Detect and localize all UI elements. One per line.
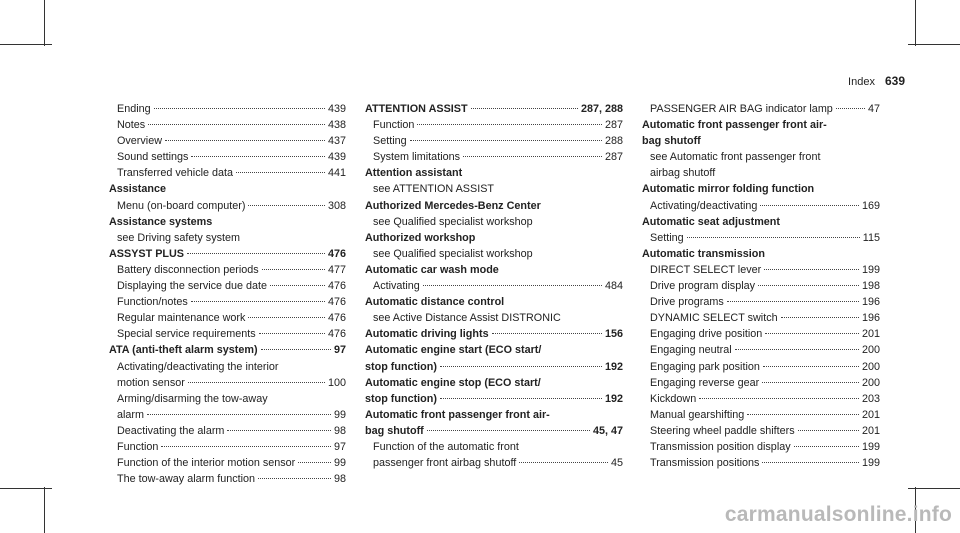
entry-text: Arming/disarming the tow-away xyxy=(117,392,268,405)
entry-text: Activating xyxy=(373,280,420,293)
index-heading xyxy=(365,165,623,181)
index-column-2 xyxy=(365,101,623,471)
index-heading xyxy=(365,359,623,375)
entry-text: passenger front airbag shutoff xyxy=(373,457,517,470)
page-ref[interactable]: 288 xyxy=(604,135,623,148)
dot-leader xyxy=(492,333,602,334)
entry-text: Manual gearshifting xyxy=(650,408,745,421)
entry-text: Activating/deactivating the interior xyxy=(117,360,279,373)
entry-text: Authorized Mercedes-Benz Center xyxy=(365,199,541,212)
page-ref[interactable]: 476 xyxy=(327,312,346,325)
index-entry xyxy=(642,198,880,214)
index-heading xyxy=(642,181,880,197)
index-heading xyxy=(365,375,623,391)
entry-text: Automatic front passenger front air- xyxy=(642,119,827,132)
entry-text: Automatic mirror folding function xyxy=(642,183,815,196)
page-ref[interactable]: 192 xyxy=(604,360,623,373)
dot-leader xyxy=(762,462,859,463)
page-ref[interactable]: 200 xyxy=(861,360,880,373)
entry-text: Authorized workshop xyxy=(365,231,476,244)
entry-text: ATTENTION ASSIST xyxy=(365,103,468,115)
crop-mark xyxy=(44,0,45,46)
entry-text: DYNAMIC SELECT switch xyxy=(650,312,778,325)
index-heading xyxy=(365,342,623,358)
entry-text: Attention assistant xyxy=(365,167,463,180)
page-ref[interactable]: 196 xyxy=(861,296,880,309)
index-entry xyxy=(109,423,346,439)
entry-text: Automatic engine start (ECO start/ xyxy=(365,344,542,357)
index-heading xyxy=(642,246,880,262)
page-ref[interactable]: 99 xyxy=(333,457,346,470)
dot-leader xyxy=(519,462,608,463)
page-ref[interactable]: 477 xyxy=(327,263,346,276)
dot-leader xyxy=(758,285,859,286)
entry-text: Notes xyxy=(117,119,146,132)
dot-leader xyxy=(781,317,859,318)
dot-leader xyxy=(794,446,859,447)
page-header xyxy=(848,74,905,88)
entry-text: Sound settings xyxy=(117,151,189,164)
index-entry xyxy=(642,326,880,342)
entry-text: stop function) xyxy=(365,392,437,405)
entry-text: see Driving safety system xyxy=(117,231,241,244)
page-ref[interactable]: 439 xyxy=(327,151,346,164)
page-ref[interactable]: 476 xyxy=(327,328,346,341)
entry-text: Transferred vehicle data xyxy=(117,167,234,180)
index-label: Index xyxy=(848,76,875,88)
page-ref[interactable]: 476 xyxy=(327,247,346,260)
dot-leader xyxy=(765,333,859,334)
dot-leader xyxy=(764,269,859,270)
entry-text: Assistance systems xyxy=(109,215,213,228)
index-entry xyxy=(642,359,880,375)
crop-mark xyxy=(908,44,960,45)
index-entry xyxy=(109,471,346,487)
dot-leader xyxy=(236,172,325,173)
entry-text: see Qualified specialist workshop xyxy=(373,215,533,228)
entry-text: see Active Distance Assist DISTRONIC xyxy=(373,312,561,325)
index-heading xyxy=(365,198,623,214)
dot-leader xyxy=(763,366,859,367)
index-heading xyxy=(109,342,346,358)
entry-text: System limitations xyxy=(373,151,460,164)
dot-leader xyxy=(440,398,602,399)
entry-text: Deactivating the alarm xyxy=(117,424,225,437)
dot-leader xyxy=(463,156,602,157)
page-ref[interactable]: 199 xyxy=(861,457,880,470)
page-ref[interactable]: 201 xyxy=(861,424,880,437)
index-heading xyxy=(642,133,880,149)
dot-leader xyxy=(161,446,331,447)
entry-text: The tow-away alarm function xyxy=(117,473,256,486)
dot-leader xyxy=(191,301,325,302)
page-ref[interactable]: 199 xyxy=(861,263,880,276)
crop-mark xyxy=(908,488,960,489)
page-ref[interactable]: 100 xyxy=(327,376,346,389)
dot-leader xyxy=(148,124,325,125)
entry-text: Automatic distance control xyxy=(365,296,505,309)
entry-text: see ATTENTION ASSIST xyxy=(373,183,494,196)
index-entry xyxy=(642,455,880,471)
dot-leader xyxy=(798,430,859,431)
dot-leader xyxy=(188,382,325,383)
index-heading xyxy=(642,117,880,133)
index-entry xyxy=(109,407,346,423)
page-ref[interactable]: 201 xyxy=(861,328,880,341)
entry-text: Function xyxy=(373,119,415,132)
index-entry xyxy=(109,294,346,310)
index-heading xyxy=(109,246,346,262)
page-number: 639 xyxy=(884,74,905,88)
entry-text: Automatic driving lights xyxy=(365,328,489,341)
entry-text: Kickdown xyxy=(650,392,697,405)
index-entry xyxy=(109,165,346,181)
page-ref[interactable]: 308 xyxy=(327,199,346,212)
index-heading xyxy=(109,214,346,230)
dot-leader xyxy=(727,301,859,302)
index-entry xyxy=(109,375,346,391)
index-entry xyxy=(109,198,346,214)
dot-leader xyxy=(440,366,602,367)
page-ref[interactable]: 98 xyxy=(333,424,346,437)
entry-text: Engaging neutral xyxy=(650,344,732,357)
index-entry xyxy=(642,342,880,358)
page-ref[interactable]: 192 xyxy=(604,392,623,405)
page-ref[interactable]: 484 xyxy=(604,280,623,293)
dot-leader xyxy=(191,156,325,157)
page-ref[interactable]: 203 xyxy=(861,392,880,405)
dot-leader xyxy=(423,285,602,286)
entry-text: Ending xyxy=(117,103,151,115)
page-ref[interactable]: 47 xyxy=(867,103,880,115)
page-ref[interactable]: 200 xyxy=(861,344,880,357)
dot-leader xyxy=(259,333,325,334)
dot-leader xyxy=(187,253,325,254)
dot-leader xyxy=(248,205,325,206)
dot-leader xyxy=(154,108,325,109)
index-entry xyxy=(642,407,880,423)
index-entry xyxy=(642,149,880,165)
index-entry xyxy=(642,423,880,439)
dot-leader xyxy=(258,478,331,479)
index-entry xyxy=(109,278,346,294)
entry-text: Assistance xyxy=(109,183,167,196)
entry-text: Automatic car wash mode xyxy=(365,263,499,276)
index-entry xyxy=(642,101,880,117)
page-ref[interactable]: 156 xyxy=(604,328,623,341)
index-heading xyxy=(365,391,623,407)
index-entry xyxy=(109,133,346,149)
page-ref[interactable]: 98 xyxy=(333,473,346,486)
index-entry xyxy=(642,439,880,455)
index-heading xyxy=(642,214,880,230)
page-ref[interactable]: 201 xyxy=(861,408,880,421)
index-entry xyxy=(109,149,346,165)
entry-text: stop function) xyxy=(365,360,437,373)
index-entry xyxy=(109,359,346,375)
index-heading xyxy=(365,294,623,310)
page-ref[interactable]: 97 xyxy=(333,344,346,357)
page-ref[interactable]: 196 xyxy=(861,312,880,325)
page-ref[interactable]: 199 xyxy=(861,440,880,453)
index-entry xyxy=(109,262,346,278)
index-column-1 xyxy=(109,101,346,487)
page-ref[interactable]: 476 xyxy=(327,296,346,309)
index-entry xyxy=(365,278,623,294)
crop-mark xyxy=(915,0,916,46)
index-entry xyxy=(365,455,623,471)
page-ref[interactable]: 97 xyxy=(333,440,346,453)
page-ref[interactable]: 115 xyxy=(862,231,880,244)
entry-text: Drive programs xyxy=(650,296,724,309)
index-heading xyxy=(365,262,623,278)
index-entry xyxy=(365,149,623,165)
index-entry xyxy=(642,310,880,326)
dot-leader xyxy=(427,430,590,431)
entry-text: Automatic front passenger front air- xyxy=(365,408,550,421)
index-entry xyxy=(109,230,346,246)
entry-text: Function xyxy=(117,440,159,453)
crop-mark xyxy=(44,487,45,533)
dot-leader xyxy=(262,269,325,270)
dot-leader xyxy=(261,349,331,350)
entry-text: see Automatic front passenger front xyxy=(650,151,821,164)
index-entry xyxy=(109,310,346,326)
index-entry xyxy=(642,230,880,246)
index-entry xyxy=(365,246,623,262)
index-heading xyxy=(365,101,623,117)
entry-text: ASSYST PLUS xyxy=(109,247,184,260)
page-ref[interactable]: 169 xyxy=(861,199,880,212)
dot-leader xyxy=(165,140,325,141)
entry-text: Displaying the service due date xyxy=(117,280,268,293)
entry-text: Battery disconnection periods xyxy=(117,263,259,276)
index-entry xyxy=(642,294,880,310)
entry-text: Engaging drive position xyxy=(650,328,763,341)
index-entry xyxy=(642,262,880,278)
entry-text: Setting xyxy=(373,135,407,148)
entry-text: Regular maintenance work xyxy=(117,312,246,325)
index-entry xyxy=(642,165,880,181)
index-entry xyxy=(642,375,880,391)
entry-text: Engaging reverse gear xyxy=(650,376,760,389)
index-entry xyxy=(365,439,623,455)
entry-text: motion sensor xyxy=(117,376,185,389)
index-entry xyxy=(109,117,346,133)
dot-leader xyxy=(735,349,859,350)
entry-text: Activating/deactivating xyxy=(650,199,758,212)
index-heading xyxy=(365,423,623,439)
entry-text: Transmission positions xyxy=(650,457,760,470)
page-ref[interactable]: 200 xyxy=(861,376,880,389)
watermark: carmanualsonline.info xyxy=(724,503,952,526)
entry-text: Function of the interior motion sensor xyxy=(117,457,296,470)
page-ref[interactable]: 287, 288 xyxy=(580,103,623,115)
index-entry xyxy=(642,391,880,407)
entry-text: Overview xyxy=(117,135,162,148)
index-heading xyxy=(365,230,623,246)
page-ref[interactable]: 99 xyxy=(333,408,346,421)
entry-text: Automatic seat adjustment xyxy=(642,215,780,228)
dot-leader xyxy=(471,108,578,109)
page-ref[interactable]: 287 xyxy=(604,119,623,132)
index-entry xyxy=(109,391,346,407)
page-ref[interactable]: 437 xyxy=(327,135,346,148)
entry-text: PASSENGER AIR BAG indicator lamp xyxy=(650,103,833,115)
dot-leader xyxy=(687,237,860,238)
crop-mark xyxy=(0,488,52,489)
index-entry xyxy=(109,439,346,455)
dot-leader xyxy=(147,414,331,415)
index-entry xyxy=(642,278,880,294)
dot-leader xyxy=(227,430,331,431)
page-ref[interactable]: 45, 47 xyxy=(592,424,623,437)
entry-text: DIRECT SELECT lever xyxy=(650,263,762,276)
index-entry xyxy=(365,214,623,230)
page-ref[interactable]: 476 xyxy=(327,280,346,293)
dot-leader xyxy=(760,205,859,206)
entry-text: Function of the automatic front xyxy=(373,440,519,453)
page-ref[interactable]: 438 xyxy=(327,119,346,132)
dot-leader xyxy=(747,414,859,415)
index-heading xyxy=(365,326,623,342)
dot-leader xyxy=(248,317,325,318)
index-entry xyxy=(365,310,623,326)
entry-text: airbag shutoff xyxy=(650,167,716,180)
entry-text: Automatic engine stop (ECO start/ xyxy=(365,376,541,389)
dot-leader xyxy=(417,124,602,125)
crop-mark xyxy=(0,44,52,45)
page-ref[interactable]: 439 xyxy=(327,103,346,115)
entry-text: Function/notes xyxy=(117,296,188,309)
index-heading xyxy=(109,181,346,197)
entry-text: Steering wheel paddle shifters xyxy=(650,424,795,437)
index-entry xyxy=(365,181,623,197)
entry-text: bag shutoff xyxy=(642,135,701,148)
entry-text: bag shutoff xyxy=(365,424,424,437)
page-ref[interactable]: 198 xyxy=(861,280,880,293)
index-heading xyxy=(365,407,623,423)
entry-text: Drive program display xyxy=(650,280,756,293)
dot-leader xyxy=(298,462,331,463)
dot-leader xyxy=(410,140,602,141)
page-ref[interactable]: 45 xyxy=(610,457,623,470)
index-column-3 xyxy=(642,101,880,471)
entry-text: Engaging park position xyxy=(650,360,760,373)
index-entry xyxy=(365,117,623,133)
entry-text: see Qualified specialist workshop xyxy=(373,247,533,260)
page-ref[interactable]: 287 xyxy=(604,151,623,164)
index-entry xyxy=(109,101,346,117)
dot-leader xyxy=(270,285,325,286)
entry-text: alarm xyxy=(117,408,144,421)
dot-leader xyxy=(699,398,859,399)
page-ref[interactable]: 441 xyxy=(327,167,346,180)
index-entry xyxy=(109,326,346,342)
index-entry xyxy=(109,455,346,471)
entry-text: Special service requirements xyxy=(117,328,256,341)
dot-leader xyxy=(836,108,865,109)
index-entry xyxy=(365,133,623,149)
entry-text: Automatic transmission xyxy=(642,247,765,260)
entry-text: Menu (on-board computer) xyxy=(117,199,246,212)
entry-text: ATA (anti-theft alarm system) xyxy=(109,344,258,357)
entry-text: Transmission position display xyxy=(650,440,791,453)
dot-leader xyxy=(762,382,859,383)
entry-text: Setting xyxy=(650,231,684,244)
